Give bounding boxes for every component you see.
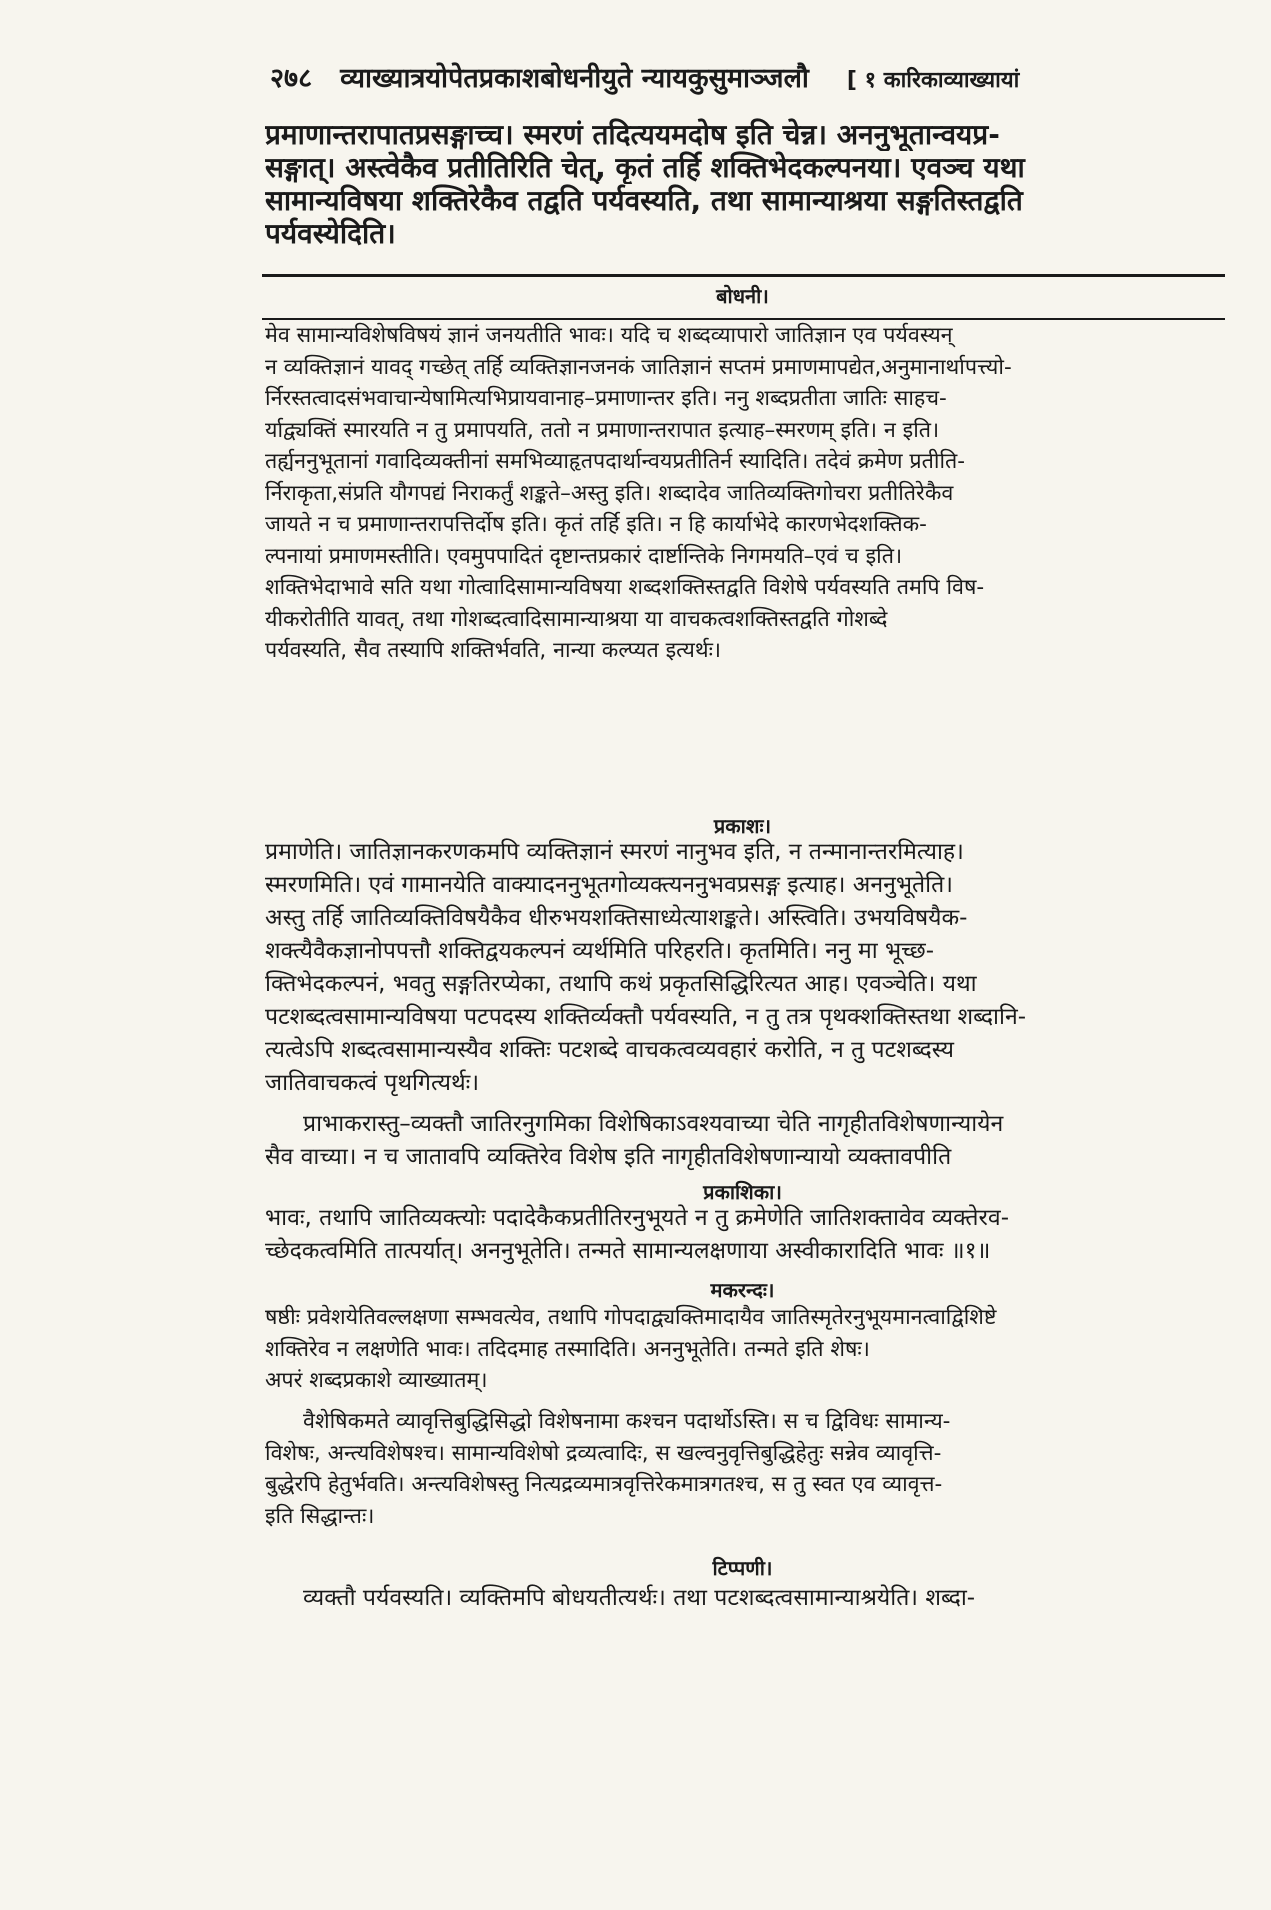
bodhani-line: मेव सामान्यविशेषविषयं ज्ञानं जनयतीति भावः। यदि च शब्दव्यापारो जातिज्ञान एव पर्यवस्यन् <box>265 323 953 348</box>
makaranda-para2 <box>265 1406 1220 1532</box>
bodhani-line: ल्पनायां प्रमाणमस्तीति। एवमुपपादितं दृष्टान्तप्रकारं दार्ष्टान्तिके निगमयति–एवं च इति। <box>265 543 903 569</box>
bodhani-line: र्निराकृता,संप्रति यौगपद्यं निराकर्तुं शङ्कते–अस्तु इति। शब्दादेव जातिव्यक्तिगोचरा प्रतीतिरेकैव <box>265 480 954 506</box>
makaranda-line: षष्ठीः प्रवेशयेतिवल्लक्षणा सम्भवत्येव, तथापि गोपदाद्व्यक्तिमादायैव जातिस्मृतेरनुभूयमानत्वाद्विशिष्टे <box>265 1305 997 1330</box>
makaranda-line: अपरं शब्दप्रकाशे व्याख्यातम्। <box>265 1368 488 1393</box>
prakasha-line: शक्त्यैवैकज्ञानोपपत्तौ शक्तिद्वयकल्पनं व्यर्थमिति परिहरति। कृतमिति। ननु मा भूच्छ- <box>265 938 935 964</box>
prakasha-heading: प्रकाशः। <box>713 814 772 838</box>
prakasha-line: त्यत्वेऽपि शब्दत्वसामान्यस्यैव शक्तिः पटशब्दे वाचकत्वव्यवहारं करोति, न तु पटशब्दस्य <box>265 1037 955 1063</box>
bodhani-line: र्निरस्तत्वादसंभवाचान्येषामित्यभिप्रायवानाह–प्रमाणान्तर इति। ननु शब्दप्रतीता जातिः साहच- <box>265 386 947 411</box>
running-title: व्याख्यात्रयोपेतप्रकाशबोधनीयुते न्यायकुसुमाञ्जलौ <box>340 63 809 94</box>
main-line: प्रमाणान्तरापातप्रसङ्गाच्च। स्मरणं तदित्ययमदोष इति चेन्न। अननुभूतान्वयप्र- <box>265 118 1000 151</box>
makaranda-line: बुद्धेरपि हेतुर्भवति। अन्त्यविशेषस्तु नित्यद्रव्यमात्रवृत्तिरेकमात्रगतश्च, स तु स्वत एव व्यावृत्त- <box>265 1472 943 1497</box>
makaranda-line: विशेषः, अन्त्यविशेषश्च। सामान्यविशेषो द्रव्यत्वादिः, स खल्वनुवृत्तिबुद्धिहेतुः सन्नेव व्यावृत्ति- <box>265 1440 942 1466</box>
bodhani-line: जायते न च प्रमाणान्तरापत्तिर्दोष इति। कृतं तर्हि इति। न हि कार्याभेदे कारणभेदशक्तिक- <box>265 512 927 537</box>
makaranda-text <box>265 1302 1220 1397</box>
bodhani-text <box>265 320 1220 667</box>
main-line: पर्यवस्येदिति। <box>265 217 396 250</box>
prakashika-heading: प्रकाशिका। <box>703 1180 782 1204</box>
bodhani-heading: बोधनी। <box>716 284 769 308</box>
makaranda-line: शक्तिरेव न लक्षणेति भावः। तदिदमाह तस्मादिति। अननुभूतेति। तन्मते इति शेषः। <box>265 1336 870 1362</box>
page-header <box>270 58 1230 95</box>
bodhani-line: शक्तिभेदाभावे सति यथा गोत्वादिसामान्यविषया शब्दशक्तिस्तद्वति विशेषे पर्यवस्यति तमपि विष- <box>265 575 985 600</box>
bodhani-line: यीकरोतीति यावत्, तथा गोशब्दत्वादिसामान्याश्रया या वाचकत्वशक्तिस्तद्वति गोशब्दे <box>265 606 888 632</box>
tippani-text <box>265 1582 1220 1615</box>
page-number: २७८ <box>270 63 313 94</box>
prakasha-line: प्रमाणेति। जातिज्ञानकरणकमपि व्यक्तिज्ञानं स्मरणं नानुभव इति, न तन्मानान्तरमित्याह। <box>265 839 964 865</box>
makaranda-line: वैशेषिकमते व्यावृत्तिबुद्धिसिद्धो विशेषनामा कश्चन पदार्थोऽस्ति। स च द्विविधः सामान्य- <box>303 1409 951 1434</box>
main-line: सङ्गात्। अस्त्वेकैव प्रतीतिरिति चेत्, कृतं तर्हि शक्तिभेदकल्पनया। एवञ्च यथा <box>265 151 1025 184</box>
prakasha-text <box>265 836 1220 1100</box>
prakashika-text <box>265 1202 1220 1268</box>
prakasha-line: प्राभाकरास्तु–व्यक्तौ जातिरनुगमिका विशेषिकाऽवश्यवाच्या चेति नागृहीतविशेषणान्यायेन <box>303 1111 1004 1137</box>
prakasha-line: क्तिभेदकल्पनं, भवतु सङ्गतिरप्येका, तथापि कथं प्रकृतसिद्धिरित्यत आह। एवञ्चेति। यथा <box>265 971 977 997</box>
prakashika-line: च्छेदकत्वमिति तात्पर्यात्। अननुभूतेति। तन्मते सामान्यलक्षणाया अस्वीकारादिति भावः ॥१॥ <box>265 1238 991 1264</box>
main-divider-rule <box>262 274 1225 277</box>
prakasha-line: स्मरणमिति। एवं गामानयेति वाक्यादननुभूतगोव्यक्त्यननुभवप्रसङ्ग इत्याह। अननुभूतेति। <box>265 872 953 898</box>
tippani-heading: टिप्पणी। <box>712 1556 773 1580</box>
makaranda-heading: मकरन्दः। <box>710 1278 775 1302</box>
prakasha-line: अस्तु तर्हि जातिव्यक्तिविषयैकैव धीरुभयशक्तिसाध्येत्याशङ्कते। अस्त्विति। उभयविषयैक- <box>265 905 968 931</box>
bodhani-line: र्याद्व्यक्तिं स्मारयति न तु प्रमापयति, ततो न प्रमाणान्तरापात इत्याह–स्मरणम् इति। न इति। <box>265 417 940 443</box>
makaranda-line: इति सिद्धान्तः। <box>265 1503 375 1529</box>
tippani-line: व्यक्तौ पर्यवस्यति। व्यक्तिमपि बोधयतीत्यर्थः। तथा पटशब्दत्वसामान्याश्रयेति। शब्दा- <box>303 1585 976 1611</box>
bodhani-line: न व्यक्तिज्ञानं यावद् गच्छेत् तर्हि व्यक्तिज्ञानजनकं जातिज्ञानं सप्तमं प्रमाणमापद्येत,अनुमानार्थापत्त्यो- <box>265 354 1012 380</box>
prakasha-para2 <box>265 1108 1220 1174</box>
main-line: सामान्यविषया शक्तिरेकैव तद्वति पर्यवस्यति, तथा सामान्याश्रया सङ्गतिस्तद्वति <box>265 184 1023 217</box>
bodhani-line: तर्ह्यननुभूतानां गवादिव्यक्तीनां समभिव्याहृतपदार्थान्वयप्रतीतिर्न स्यादिति। तदेवं क्रमेण प्रतीति- <box>265 449 966 474</box>
main-text <box>265 118 1220 250</box>
prakasha-line: पटशब्दत्वसामान्यविषया पटपदस्य शक्तिर्व्यक्तौ पर्यवस्यति, न तु तत्र पृथक्शक्तिस्तथा शब्दानि- <box>265 1004 1027 1030</box>
bodhani-line: पर्यवस्यति, सैव तस्यापि शक्तिर्भवति, नान्या कल्प्यत इत्यर्थः। <box>265 638 722 663</box>
section-label: [ १ कारिकाव्याख्यायां <box>846 68 1020 93</box>
prakashika-line: भावः, तथापि जातिव्यक्त्योः पदादेकैकप्रतीतिरनुभूयते न तु क्रमेणेति जातिशक्तावेव व्यक्तेरव- <box>265 1205 1009 1231</box>
prakasha-line: सैव वाच्या। न च जातावपि व्यक्तिरेव विशेष इति नागृहीतविशेषणान्यायो व्यक्तावपीति <box>265 1144 952 1170</box>
prakasha-line: जातिवाचकत्वं पृथगित्यर्थः। <box>265 1070 480 1096</box>
